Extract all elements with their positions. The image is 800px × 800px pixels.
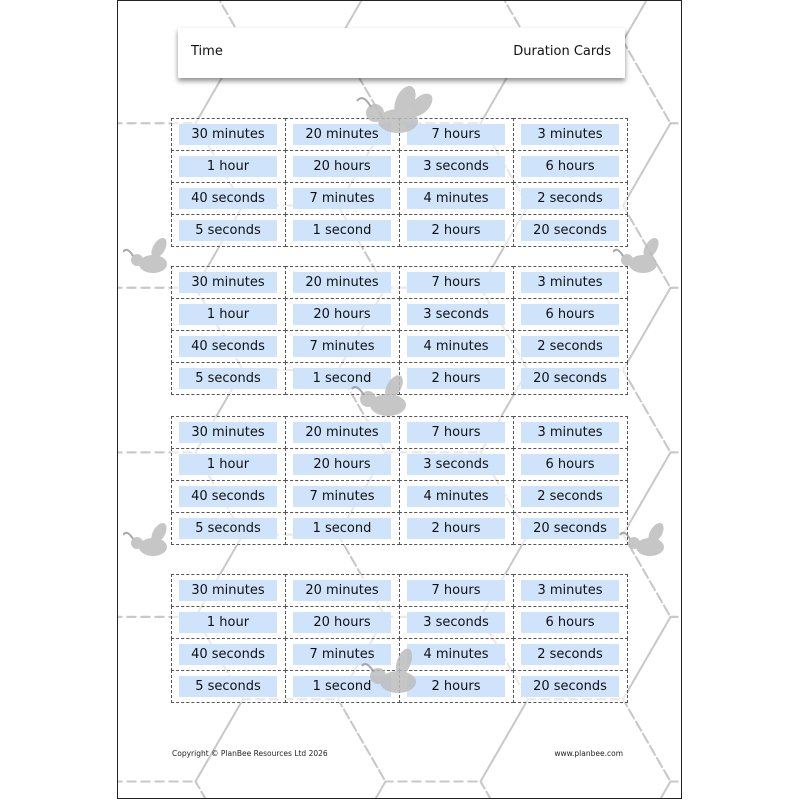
- card-label: 6 hours: [521, 304, 619, 325]
- card-label: 20 seconds: [521, 368, 619, 389]
- card[interactable]: [171, 182, 286, 215]
- card[interactable]: [285, 574, 400, 607]
- card-label: 40 seconds: [179, 188, 277, 209]
- card-label: 20 hours: [293, 454, 391, 475]
- card[interactable]: [399, 448, 514, 481]
- card[interactable]: [171, 574, 286, 607]
- card-label: 1 second: [293, 220, 391, 241]
- card[interactable]: [399, 330, 514, 363]
- card-label: 1 hour: [179, 304, 277, 325]
- card-label: 1 second: [293, 518, 391, 539]
- card-label: 7 minutes: [293, 336, 391, 357]
- card[interactable]: [513, 416, 628, 449]
- card-label: 5 seconds: [179, 676, 277, 697]
- card-label: 20 minutes: [293, 422, 391, 443]
- card[interactable]: [399, 512, 514, 545]
- card[interactable]: [171, 298, 286, 331]
- card-label: 2 hours: [407, 220, 505, 241]
- card[interactable]: [513, 214, 628, 247]
- card[interactable]: [513, 150, 628, 183]
- card[interactable]: [399, 298, 514, 331]
- card-label: 7 minutes: [293, 188, 391, 209]
- website-link[interactable]: www.planbee.com: [554, 749, 623, 758]
- card-label: 7 hours: [407, 422, 505, 443]
- card-label: 4 minutes: [407, 644, 505, 665]
- card[interactable]: [285, 448, 400, 481]
- card-label: 40 seconds: [179, 486, 277, 507]
- card[interactable]: [513, 330, 628, 363]
- page-header: [178, 28, 625, 78]
- card[interactable]: [285, 512, 400, 545]
- hexagon-outline: [623, 288, 682, 453]
- card[interactable]: [285, 266, 400, 299]
- card-label: 6 hours: [521, 454, 619, 475]
- card[interactable]: [171, 214, 286, 247]
- card[interactable]: [171, 638, 286, 671]
- card-label: 3 minutes: [521, 124, 619, 145]
- card-label: 7 minutes: [293, 644, 391, 665]
- card[interactable]: [513, 362, 628, 395]
- card-label: 20 hours: [293, 156, 391, 177]
- card[interactable]: [399, 606, 514, 639]
- card-label: 1 second: [293, 368, 391, 389]
- bee-icon: [358, 646, 433, 706]
- card[interactable]: [513, 182, 628, 215]
- card[interactable]: [171, 118, 286, 151]
- card-label: 2 seconds: [521, 486, 619, 507]
- card-label: 5 seconds: [179, 368, 277, 389]
- card-label: 20 minutes: [293, 580, 391, 601]
- card[interactable]: [513, 448, 628, 481]
- card-label: 40 seconds: [179, 336, 277, 357]
- card[interactable]: [513, 670, 628, 703]
- card-label: 3 seconds: [407, 156, 505, 177]
- card-label: 20 hours: [293, 304, 391, 325]
- card-label: 20 hours: [293, 612, 391, 633]
- card[interactable]: [399, 266, 514, 299]
- page-subtitle: Duration Cards: [513, 44, 611, 59]
- bee-icon: [123, 236, 183, 281]
- card[interactable]: [513, 638, 628, 671]
- bee-icon: [348, 373, 423, 428]
- card-label: 30 minutes: [179, 422, 277, 443]
- card-block-3: [171, 416, 627, 544]
- card-label: 30 minutes: [179, 272, 277, 293]
- card[interactable]: [171, 266, 286, 299]
- card-label: 3 seconds: [407, 612, 505, 633]
- page-title: Time: [191, 44, 223, 59]
- card-label: 2 seconds: [521, 644, 619, 665]
- card-label: 30 minutes: [179, 124, 277, 145]
- hexagon-outline: [623, 1, 682, 123]
- card[interactable]: [285, 330, 400, 363]
- card-label: 7 minutes: [293, 486, 391, 507]
- hexagon-outline: [623, 617, 682, 782]
- card[interactable]: [171, 150, 286, 183]
- card-label: 40 seconds: [179, 644, 277, 665]
- card-label: 6 hours: [521, 156, 619, 177]
- card-label: 20 minutes: [293, 124, 391, 145]
- card-label: 20 seconds: [521, 220, 619, 241]
- card[interactable]: [171, 416, 286, 449]
- card-label: 5 seconds: [179, 518, 277, 539]
- card-label: 1 hour: [179, 156, 277, 177]
- card-label: 5 seconds: [179, 220, 277, 241]
- card[interactable]: [513, 512, 628, 545]
- card-label: 6 hours: [521, 612, 619, 633]
- card-label: 1 hour: [179, 612, 277, 633]
- card-label: 7 hours: [407, 124, 505, 145]
- card[interactable]: [171, 480, 286, 513]
- card-label: 2 hours: [407, 676, 505, 697]
- card-label: 20 seconds: [521, 676, 619, 697]
- card[interactable]: [513, 298, 628, 331]
- card-label: 7 hours: [407, 580, 505, 601]
- card-label: 3 minutes: [521, 422, 619, 443]
- card-label: 4 minutes: [407, 486, 505, 507]
- card[interactable]: [399, 480, 514, 513]
- card-label: 4 minutes: [407, 336, 505, 357]
- hexagon-outline: [623, 782, 682, 800]
- card-label: 1 hour: [179, 454, 277, 475]
- card[interactable]: [399, 182, 514, 215]
- card-label: 2 hours: [407, 518, 505, 539]
- card[interactable]: [399, 574, 514, 607]
- worksheet-page: [117, 0, 682, 799]
- card-label: 3 minutes: [521, 272, 619, 293]
- bee-icon: [123, 521, 183, 566]
- card[interactable]: [513, 118, 628, 151]
- card[interactable]: [285, 182, 400, 215]
- card[interactable]: [285, 150, 400, 183]
- card[interactable]: [513, 266, 628, 299]
- card-label: 3 seconds: [407, 454, 505, 475]
- card-label: 20 minutes: [293, 272, 391, 293]
- card-label: 2 seconds: [521, 188, 619, 209]
- card[interactable]: [285, 298, 400, 331]
- card-label: 4 minutes: [407, 188, 505, 209]
- card[interactable]: [513, 606, 628, 639]
- card-label: 2 seconds: [521, 336, 619, 357]
- card[interactable]: [399, 150, 514, 183]
- card[interactable]: [171, 606, 286, 639]
- card-label: 20 seconds: [521, 518, 619, 539]
- card[interactable]: [171, 330, 286, 363]
- card-label: 1 second: [293, 676, 391, 697]
- card[interactable]: [513, 480, 628, 513]
- bee-icon: [613, 236, 673, 281]
- card[interactable]: [399, 214, 514, 247]
- card-label: 7 hours: [407, 272, 505, 293]
- hexagon-outline: [338, 782, 528, 800]
- card[interactable]: [171, 512, 286, 545]
- bee-icon: [618, 521, 678, 566]
- bee-icon: [353, 83, 443, 148]
- hexagon-outline: [118, 782, 243, 800]
- copyright-text: Copyright © PlanBee Resources Ltd 2026: [172, 749, 328, 758]
- card-label: 3 seconds: [407, 304, 505, 325]
- card[interactable]: [171, 670, 286, 703]
- card[interactable]: [285, 480, 400, 513]
- card[interactable]: [285, 214, 400, 247]
- card[interactable]: [513, 574, 628, 607]
- card-label: 3 minutes: [521, 580, 619, 601]
- card-label: 2 hours: [407, 368, 505, 389]
- card[interactable]: [171, 362, 286, 395]
- card[interactable]: [171, 448, 286, 481]
- card[interactable]: [285, 606, 400, 639]
- card-label: 30 minutes: [179, 580, 277, 601]
